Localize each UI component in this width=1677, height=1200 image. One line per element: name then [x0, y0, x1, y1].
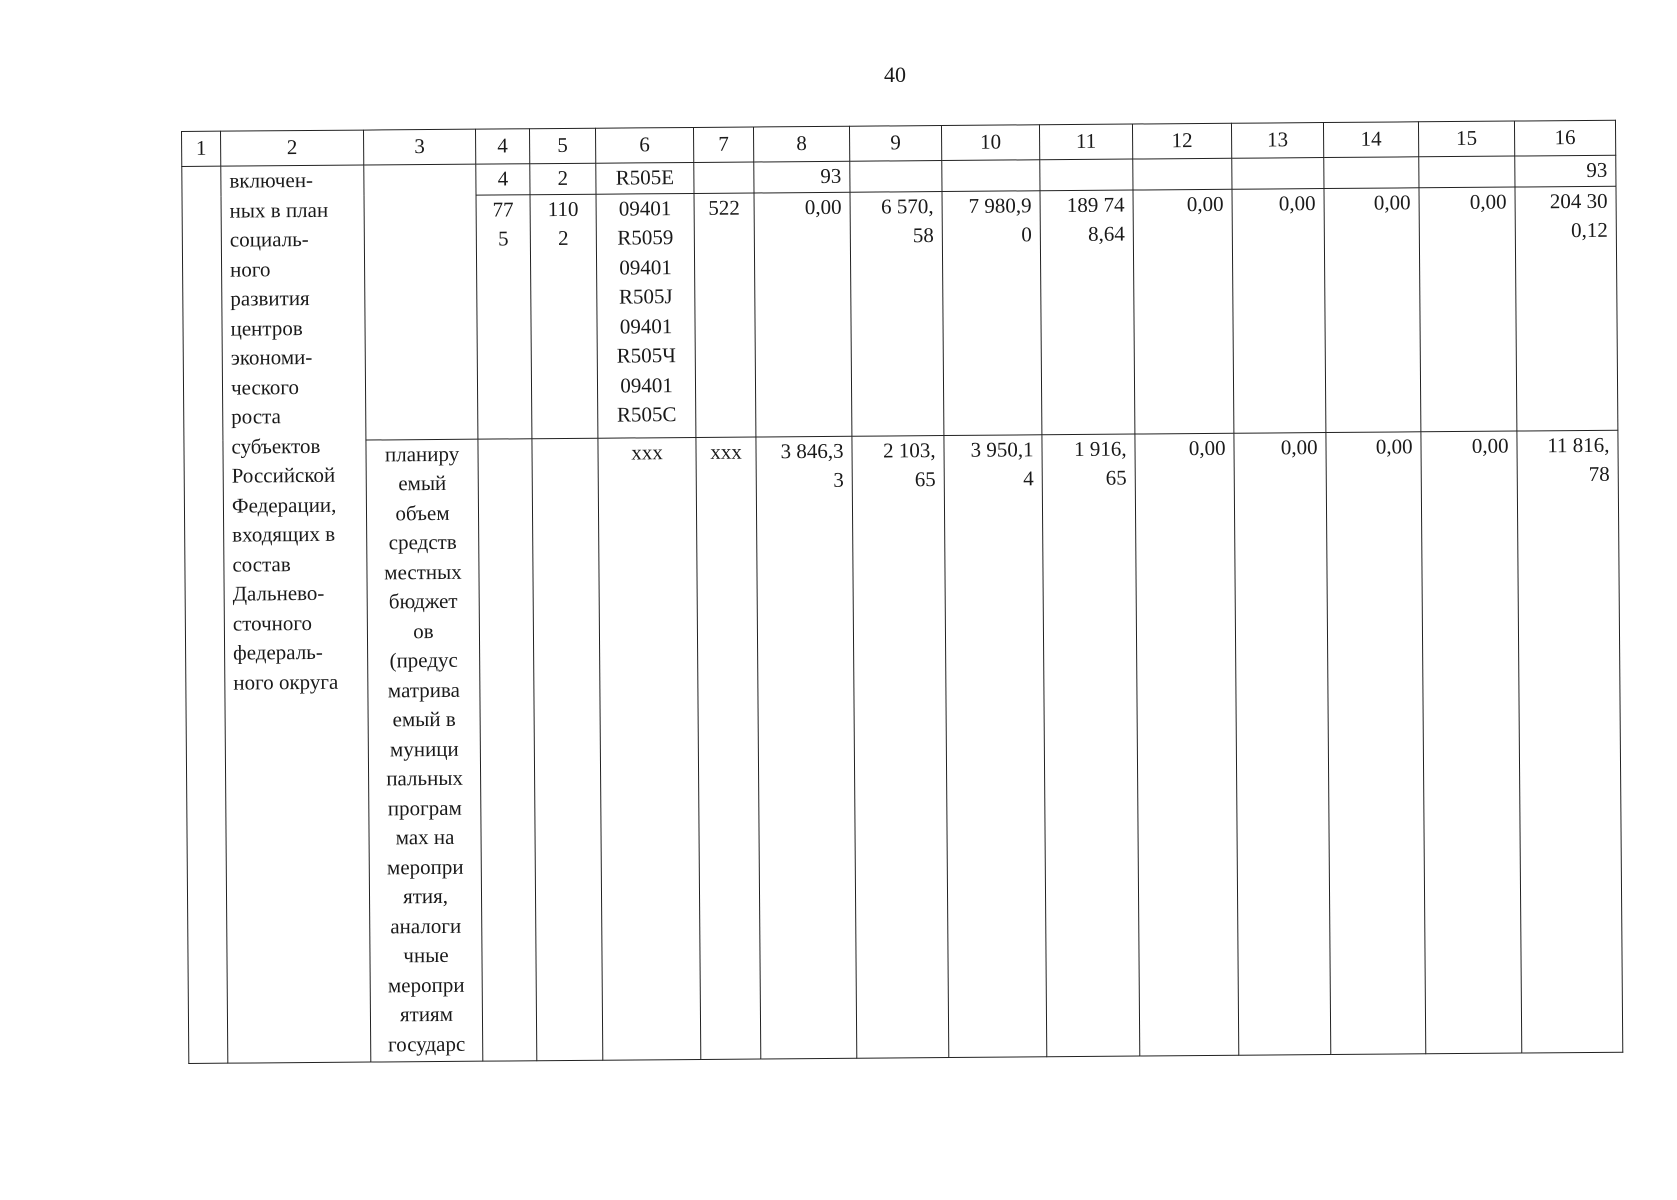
table-cell: R505E	[596, 162, 694, 193]
column-header: 1	[182, 131, 221, 166]
table-row	[184, 430, 1623, 1063]
column-header: 8	[753, 126, 849, 162]
column-header: 4	[475, 129, 529, 164]
column-header: 15	[1418, 121, 1514, 157]
table-cell: 77 5	[476, 194, 532, 438]
column-header: 11	[1039, 124, 1132, 160]
table-cell	[850, 161, 942, 192]
data-table	[181, 120, 1623, 1064]
table-cell: 110 2	[530, 194, 598, 439]
table-cell	[694, 162, 754, 193]
table-cell: 1 916, 65	[1042, 434, 1140, 1057]
table-cell: 0,00	[1421, 431, 1522, 1054]
table-cell: 0,00	[1324, 187, 1421, 432]
table-cell	[1040, 159, 1133, 190]
table-cell: 0,00	[1419, 187, 1517, 432]
table-cell: 3 846,3 3	[756, 436, 857, 1059]
column-header: 14	[1323, 122, 1418, 158]
table-cell: 0,00	[1135, 433, 1239, 1056]
table-cell: 0,00	[754, 192, 852, 437]
table-cell: 189 74 8,64	[1040, 190, 1135, 435]
table-cell: 11 816, 78	[1517, 430, 1623, 1053]
table-cell: 0,00	[1234, 432, 1331, 1055]
column-header: 3	[363, 129, 475, 165]
table-cell: ххх	[598, 437, 701, 1060]
column-header: 12	[1132, 123, 1231, 159]
table-cell: ххх	[696, 436, 761, 1058]
table-cell: 6 570, 58	[850, 191, 944, 436]
table-cell: 93	[754, 161, 850, 192]
table-cell: 09401 R5059 09401 R505J 09401 R505Ч 09401 R505С	[596, 193, 696, 438]
page-number: 40	[884, 62, 906, 87]
table-cell: 522	[694, 193, 756, 437]
table-cell: 0,00	[1133, 189, 1234, 434]
event-name-cell: включен- ных в план социаль- ного развития центров экономи- ческого роста субъектов Российской Федерации, входящих в состав Дальнево- сточного федераль- ного округа	[221, 165, 371, 1063]
table-cell: 204 30 0,12	[1515, 186, 1618, 431]
table-cell: 3 950,1 4	[944, 434, 1047, 1057]
table-cell	[1232, 158, 1324, 189]
table-cell: 7 980,9 0	[942, 190, 1042, 435]
column-header: 9	[849, 126, 941, 162]
table-cell	[1419, 156, 1515, 187]
table-cell: 2 103, 65	[852, 435, 949, 1058]
table-cell: 2	[530, 163, 596, 194]
table-cell	[532, 438, 603, 1060]
column-header: 7	[693, 127, 753, 162]
table-cell	[942, 160, 1040, 191]
measure-cell: планиру емый объем средств местных бюджет ов (предус матрива емый в муници пальных програм мах на меропри ятия, аналоги чные меропри ятиям государс	[366, 439, 483, 1062]
table-cell	[478, 438, 537, 1060]
table-cell: 0,00	[1232, 188, 1326, 433]
table-cell	[364, 164, 478, 439]
table-cell: 4	[476, 164, 530, 195]
table-cell	[1133, 158, 1232, 189]
table-cell: 0,00	[1326, 431, 1426, 1054]
table-cell: 93	[1515, 155, 1616, 186]
column-header: 6	[595, 127, 693, 163]
column-header: 5	[529, 128, 595, 164]
column-header: 16	[1514, 120, 1615, 156]
table-cell	[1324, 157, 1419, 188]
column-header: 13	[1231, 123, 1323, 159]
column-header: 10	[941, 125, 1039, 161]
column-header: 2	[221, 130, 364, 166]
